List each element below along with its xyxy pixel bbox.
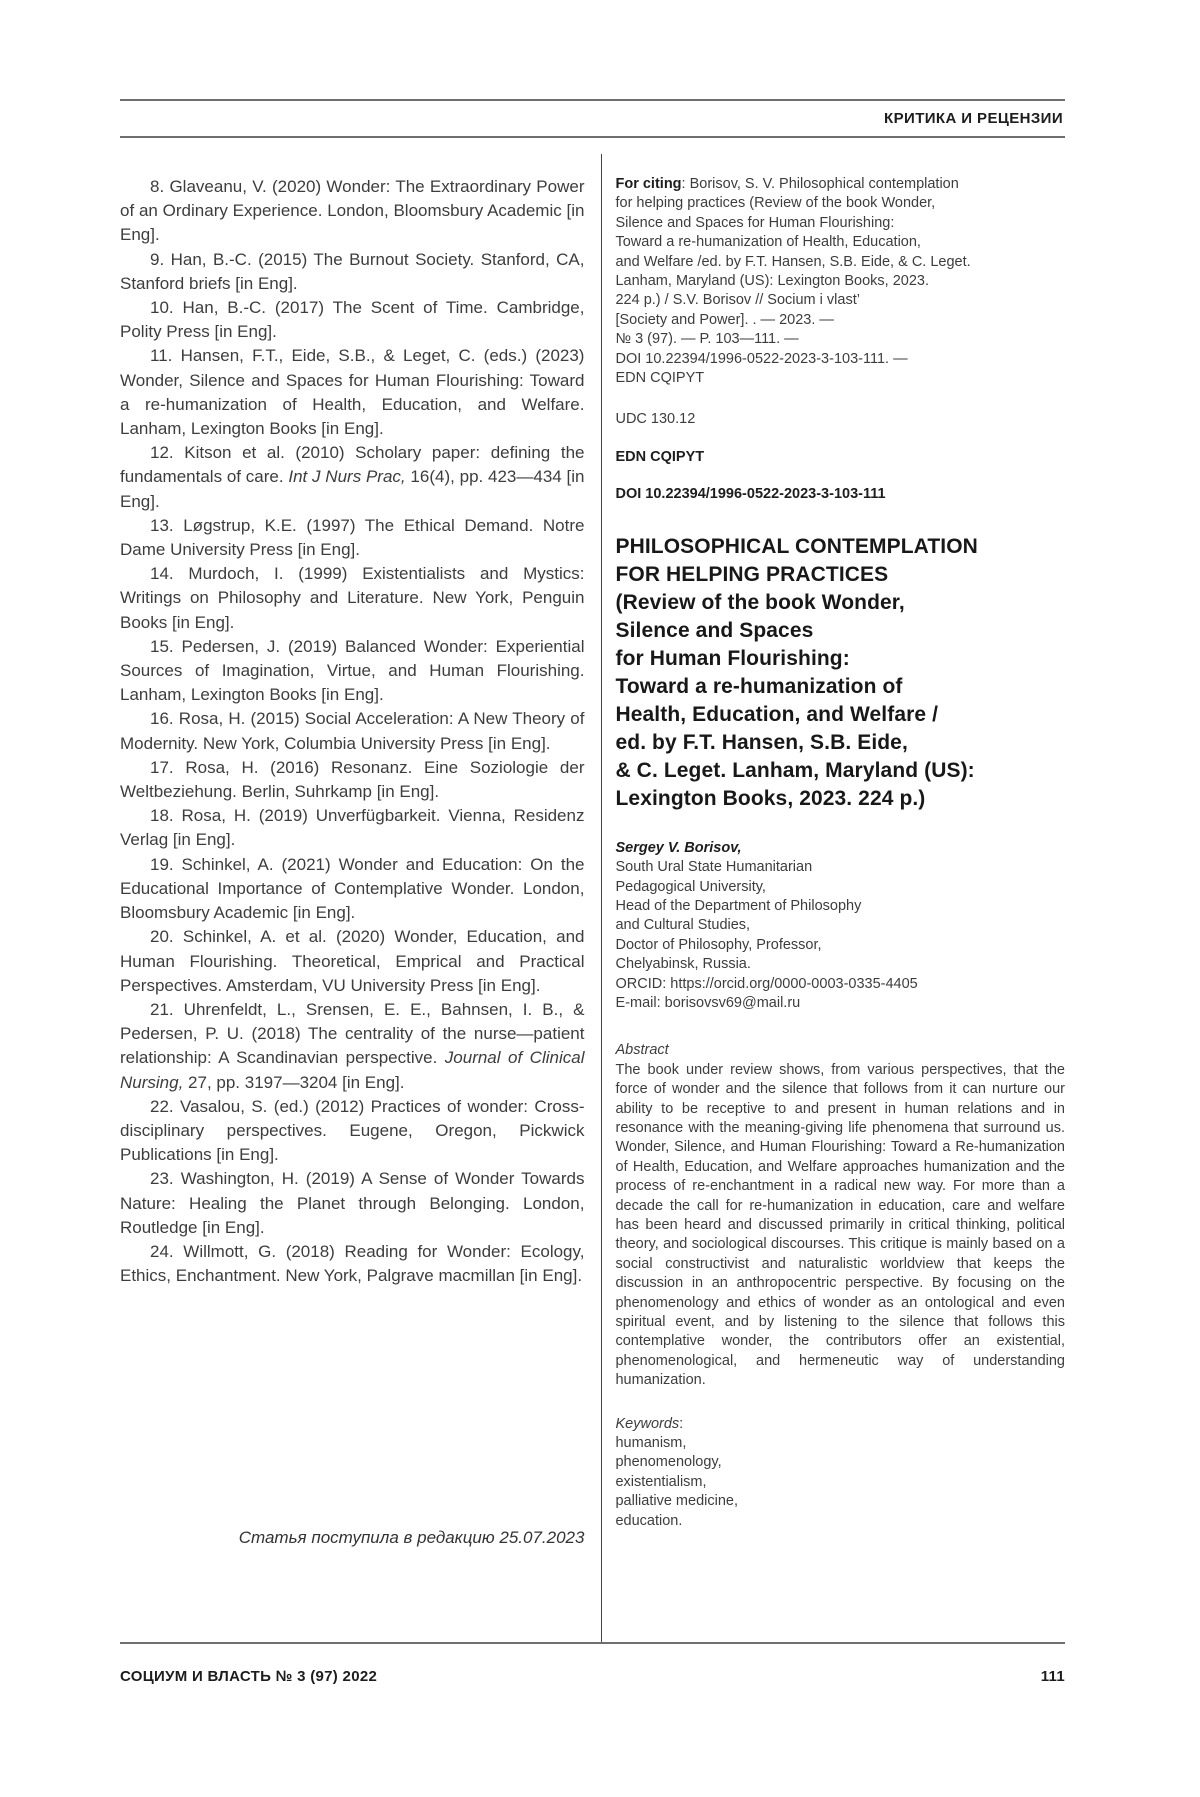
reference-item: 12. Kitson et al. (2010) Scholary paper: defining the fundamentals of care. Int J Nurs Prac, 16(4), pp. 423—434 [in Eng]. [120,443,585,511]
reference-item: 23. Washington, H. (2019) A Sense of Wonder Towards Nature: Healing the Planet through Belonging. London, Routledge [in Eng]. [120,1169,585,1237]
received-note: Статья поступила в редакцию 25.07.2023 [238,1527,585,1547]
reference-item: 11. Hansen, F.T., Eide, S.B., & Leget, C. (eds.) (2023) Wonder, Silence and Spaces for Human Flourishing: Toward a re-humanization of Health, Education, and Welfare. Lanham, Lexington Books [in Eng]. [120,346,585,439]
doi-code: DOI 10.22394/1996-0522-2023-3-103-111 [615,486,886,503]
reference-item: 10. Han, B.-C. (2017) The Scent of Time. Cambridge, Polity Press [in Eng]. [120,298,585,342]
keywords-label: Keywords: [615,1415,684,1432]
keywords-list: humanism, phenomenology, existentialism, palliative medicine, education. [615,1435,738,1529]
for-citing-text: : Borisov, S. V. Philosophical contemplation for helping practices (Review of the book Wonder, Silence and Spaces for Human Flourishing: Toward a re-humanization of Health, Education, and Welfare /ed. by F.T. Hansen, S.B. Eide, & C. Leget. Lanham, Maryland (US): Lexington Books, 2023. 224 p.) / S.V. Borisov // Socium i vlast’ [Society and Power]. . — 2023. — № 3 (97). — P. 103—111. — DOI 10.22394/1996-0522-2023-3-103-111. — EDN CQIPYT [615,176,971,387]
page-number: 111 [1040,1668,1065,1685]
edn-code: EDN CQIPYT [615,448,705,465]
for-citing-block [615,175,1065,388]
reference-item: 24. Willmott, G. (2018) Reading for Wonder: Ecology, Ethics, Enchantment. New York, Palgrave macmillan [in Eng]. [120,1241,585,1286]
article-info-column [601,154,1065,1642]
journal-issue: СОЦИУМ И ВЛАСТЬ № 3 (97) 2022 [120,1668,378,1685]
reference-item: 13. Løgstrup, K.E. (1997) The Ethical Demand. Notre Dame University Press [in Eng]. [120,515,585,560]
reference-item: 9. Han, B.-C. (2015) The Burnout Society. Stanford, CA, Stanford briefs [in Eng]. [120,249,585,293]
reference-item: 8. Glaveanu, V. (2020) Wonder: The Extraordinary Power of an Ordinary Experience. London, Bloomsbury Academic [in Eng]. [120,177,585,245]
udc-code: UDC 130.12 [615,411,696,428]
for-citing-label: For citing [615,176,682,192]
author-name: Sergey V. Borisov, [615,839,742,856]
reference-item: 22. Vasalou, S. (ed.) (2012) Practices of wonder: Cross-disciplinary perspectives. Eugene, Oregon, Pickwick Publications [in Eng]. [120,1096,585,1165]
reference-item: 19. Schinkel, A. (2021) Wonder and Education: On the Educational Importance of Contemplative Wonder. London, Bloomsbury Academic [in Eng]. [120,854,585,923]
abstract-label: Abstract [615,1042,669,1059]
abstract-text: The book under review shows, from various perspectives, that the force of wonder and the silence that follows from it can nurture our ability to be receptive to and present in human relations and in resonance with the meaning-giving life phenomena that surround us. Wonder, Silence, and Human Flourishing: Toward a Re-humanization of Health, Education, and Welfare approaches humanization and the process of re-enchantment in a radical new way. For more than a decade the call for re-humanization in education, care and welfare has been heard and discussed primarily in critical thinking, political theory, and sociological discourses. This critique is mainly based on a social constructivist and naturalistic worldview that keeps the discussion in an anthropocentric perspective. By focusing on the phenomenology and ethics of wonder as an ontological and even spiritual event, and by listening to the silence that follows this contemplative wonder, the contributors offer an existential, phenomenological, and hermeneutic way of understanding humanization. [615,1061,1065,1389]
author-block [615,839,1065,1014]
reference-item: 21. Uhrenfeldt, L., Srensen, E. E., Bahnsen, I. B., & Pedersen, P. U. (2018) The centrality of the nurse—patient relationship: A Scandinavian perspective. Journal of Clinical Nursing, 27, pp. 3197—3204 [in Eng]. [120,999,585,1092]
section-heading: КРИТИКА И РЕЦЕНЗИИ [884,110,1063,127]
references-list [120,175,584,1288]
reference-item: 18. Rosa, H. (2019) Unverfügbarkeit. Vienna, Residenz Verlag [in Eng]. [120,806,585,850]
references-column [120,154,584,1642]
page-header [120,99,1065,138]
reference-item: 14. Murdoch, I. (1999) Existentialists and Mystics: Writings on Philosophy and Literature. New York, Penguin Books [in Eng]. [120,564,585,632]
reference-item: 15. Pedersen, J. (2019) Balanced Wonder: Experiential Sources of Imagination, Virtue, and Human Flourishing. Lanham, Lexington Books [in Eng]. [120,636,585,705]
reference-item: 20. Schinkel, A. et al. (2020) Wonder, Education, and Human Flourishing. Theoretical, Emprical and Practical Perspectives. Amsterdam, VU University Press [in Eng]. [120,927,585,995]
content-columns [120,138,1065,1642]
article-title: PHILOSOPHICAL CONTEMPLATION FOR HELPING PRACTICES (Review of the book Wonder, Silence and Spaces for Human Flourishing: Toward a re-humanization of Health, Education, and Welfare / ed. by F.T. Hansen, S.B. Eide, & C. Leget. Lanham, Maryland (US): Lexington Books, 2023. 224 p.) [615,534,978,810]
reference-item: 17. Rosa, H. (2016) Resonanz. Eine Soziologie der Weltbeziehung. Berlin, Suhrkamp [in Eng]. [120,757,585,802]
page-footer [120,1642,1065,1685]
author-affiliation: South Ural State Humanitarian Pedagogical University, Head of the Department of Philosophy and Cultural Studies, Doctor of Philosophy, Professor, Chelyabinsk, Russia. ORCID: https://orcid.org/0000-0003-0335-4405 E-mail: borisovsv69@mail.ru [615,859,918,1011]
reference-item: 16. Rosa, H. (2015) Social Acceleration: A New Theory of Modernity. New York, Columbia University Press [in Eng]. [120,709,585,753]
